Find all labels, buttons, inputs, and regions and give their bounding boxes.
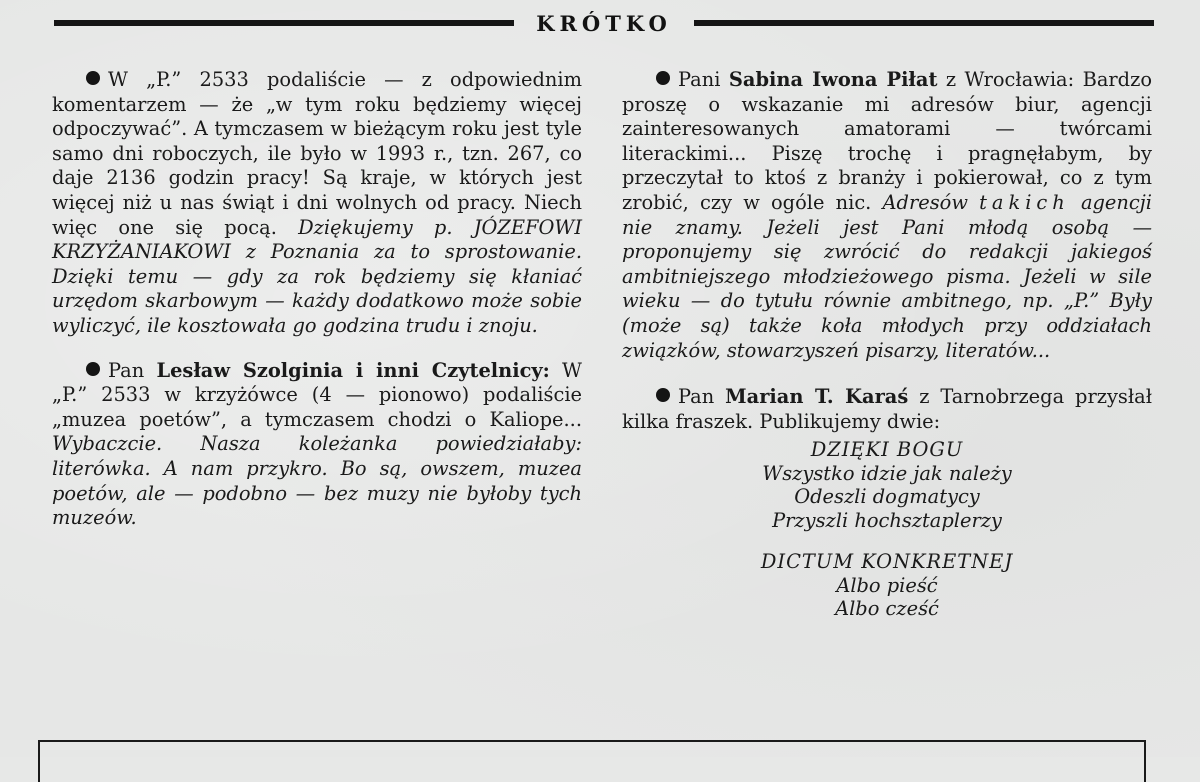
editor-reply-emphasis: takich	[979, 190, 1070, 214]
right-column	[622, 68, 1152, 639]
poem-title: DZIĘKI BOGU	[810, 438, 964, 462]
note-text: W „P.” 2533 podaliście — z odpowiednim komentarzem — że „w tym roku będziemy więcej odpoczywać”. A tymczasem w bieżącym roku jest tyle samo dni roboczych, ile było w 1993 r., tzn. 267, co daje 2136 godzin pracy! Są kraje, w których jest więcej niż u nas świąt i dni wolnych od pracy. Niech więc one się pocą.	[52, 68, 582, 239]
next-section-frame	[38, 740, 1146, 782]
note-paragraph	[52, 359, 582, 531]
note-paragraph	[622, 68, 1152, 363]
reader-name: Lesław Szolginia i inni Czytelnicy:	[156, 358, 550, 382]
poem	[622, 550, 1152, 621]
note-prefix: Pan	[108, 358, 157, 382]
poem-line: Albo cześć	[835, 597, 939, 621]
bullet-icon	[656, 388, 670, 402]
note-item	[622, 385, 1152, 434]
bullet-icon	[656, 71, 670, 85]
note-paragraph	[52, 68, 582, 339]
poem-line: Odeszli dogmatycy	[794, 485, 980, 509]
poem-line: Albo pieść	[836, 573, 938, 597]
note-paragraph	[622, 385, 1152, 434]
poem	[622, 438, 1152, 532]
note-text: z Tarnobrzega przysłał kilka fraszek. Publikujemy dwie:	[622, 385, 1152, 433]
section-header	[54, 10, 1154, 36]
poem-section	[622, 438, 1152, 621]
note-item	[52, 359, 582, 531]
editor-reply: agencji nie znamy. Jeżeli jest Pani młodą osobą — proponujemy się zwrócić do redakcji jakiegoś ambitniejszego młodzieżowego pisma. Jeżeli w sile wieku — do tytułu równie ambitnego, np. „P.” Były (może są) także koła młodych przy oddziałach związków, stowarzyszeń pisarzy, literatów...	[622, 190, 1152, 362]
poem-line: Przyszli hochsztaplerzy	[772, 508, 1002, 532]
editor-reply: Adresów	[882, 190, 980, 214]
note-text: W „P.” 2533 w krzyżówce (4 — pionowo) podaliście „muzea poetów”, a tymczasem chodzi o Kaliope...	[52, 358, 582, 431]
note-prefix: Pan	[678, 385, 726, 409]
editor-reply: Dziękujemy p. JÓZEFOWI KRZYŻANIAKOWI z Poznania za to sprostowanie. Dzięki temu — gdy za rok będziemy się kłaniać urzędom skarbowym — każdy dodatkowo może sobie wyliczyć, ile kosztowała go godzina trudu i znoju.	[52, 215, 582, 337]
poem-title: DICTUM KONKRETNEJ	[760, 550, 1014, 574]
header-rule-right	[694, 20, 1154, 26]
left-column	[52, 68, 582, 551]
header-rule-left	[54, 20, 514, 26]
note-item	[52, 68, 582, 339]
section-title: KRÓTKO	[536, 10, 672, 36]
reader-name: Marian T. Karaś	[725, 385, 909, 409]
bullet-icon	[86, 71, 100, 85]
note-text: z Wrocławia: Bardzo proszę o wskazanie mi adresów biur, agencji zainteresowanych amatorami — twórcami literackimi... Piszę trochę i pragnęłabym, by przeczytał to ktoś z branży i pokierował, co z tym zrobić, czy w ogóle nic.	[622, 68, 1152, 214]
reader-name: Sabina Iwona Piłat	[728, 68, 938, 91]
poem-line: Wszystko idzie jak należy	[762, 461, 1012, 485]
note-prefix: Pani	[678, 68, 729, 91]
editor-reply: Wybaczcie. Nasza koleżanka powiedziałaby: literówka. A nam przykro. Bo są, owszem, muzea poetów, ale — podobno — bez muzy nie byłoby tych muzeów.	[52, 432, 582, 530]
bullet-icon	[86, 362, 100, 376]
note-item	[622, 68, 1152, 363]
